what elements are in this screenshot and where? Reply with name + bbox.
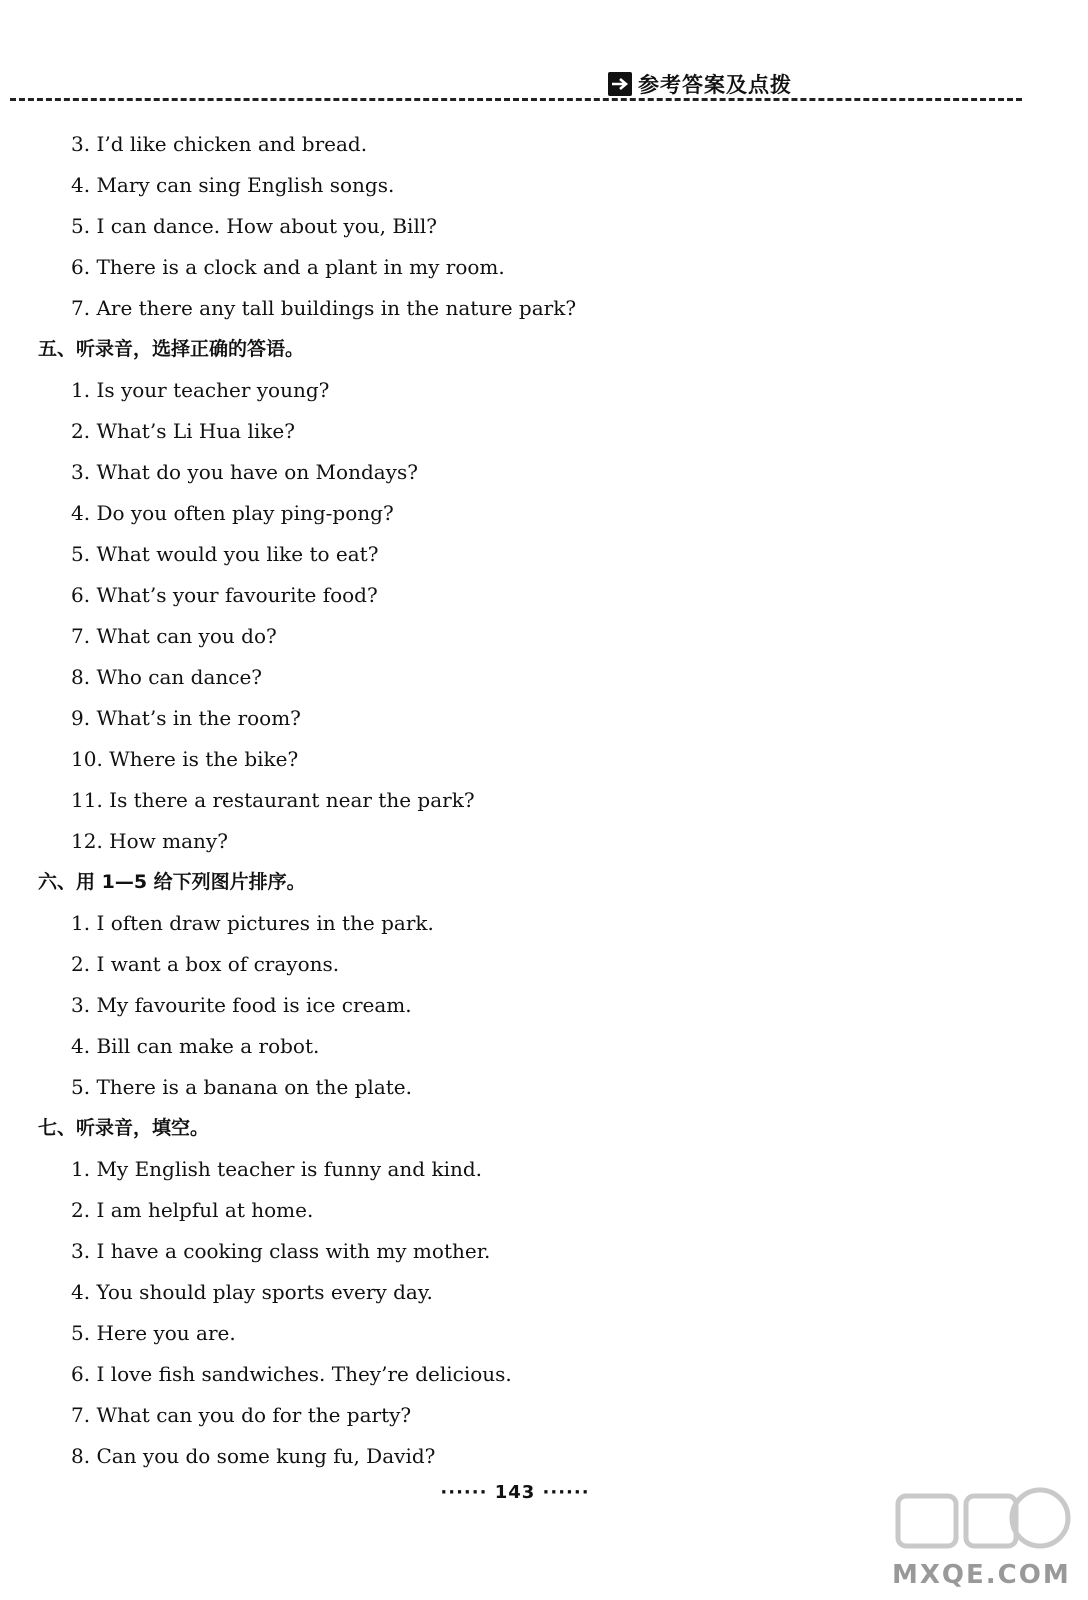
answer-line: 6. I love fish sandwiches. They’re delicious. <box>71 1362 512 1386</box>
answer-line: 1. Is your teacher young? <box>71 378 330 402</box>
answer-line: 10. Where is the bike? <box>71 747 299 771</box>
answer-line: 5. There is a banana on the plate. <box>71 1075 412 1099</box>
answer-line: 5. Here you are. <box>71 1321 236 1345</box>
answer-line: 3. I have a cooking class with my mother. <box>71 1239 491 1263</box>
answer-line: 2. I am helpful at home. <box>71 1198 314 1222</box>
answer-line: 12. How many? <box>71 829 228 853</box>
answer-line: 5. What would you like to eat? <box>71 542 379 566</box>
answer-line: 4. Do you often play ping-pong? <box>71 501 394 525</box>
section-heading: 五、听录音，选择正确的答语。 <box>38 338 305 360</box>
answer-line: 2. What’s Li Hua like? <box>71 419 295 443</box>
answer-line: 5. I can dance. How about you, Bill? <box>71 214 437 238</box>
answer-line: 4. Bill can make a robot. <box>71 1034 320 1058</box>
answer-content <box>0 124 1088 1477</box>
answer-line: 6. What’s your favourite food? <box>71 583 378 607</box>
answer-line: 4. You should play sports every day. <box>71 1280 433 1304</box>
answer-line: 2. I want a box of crayons. <box>71 952 340 976</box>
answer-line: 3. What do you have on Mondays? <box>71 460 418 484</box>
answer-line: 4. Mary can sing English songs. <box>71 173 395 197</box>
answer-line: 1. My English teacher is funny and kind. <box>71 1157 483 1181</box>
answer-line: 9. What’s in the room? <box>71 706 301 730</box>
answer-line: 7. What can you do for the party? <box>71 1403 412 1427</box>
answer-line: 8. Can you do some kung fu, David? <box>71 1444 436 1468</box>
watermark-text: MXQE.COM <box>892 1560 1071 1590</box>
section-heading: 六、用 1—5 给下列图片排序。 <box>38 871 306 893</box>
section-heading: 七、听录音，填空。 <box>38 1117 210 1139</box>
answer-line: 1. I often draw pictures in the park. <box>71 911 434 935</box>
header-title <box>608 68 792 100</box>
page-number: ······ 143 ······ <box>440 1482 590 1503</box>
answer-line: 7. Are there any tall buildings in the nature park? <box>71 296 577 320</box>
header-divider <box>10 98 1022 101</box>
answer-line: 3. My favourite food is ice cream. <box>71 993 412 1017</box>
answer-line: 6. There is a clock and a plant in my room. <box>71 255 505 279</box>
answer-line: 8. Who can dance? <box>71 665 263 689</box>
arrow-right-icon <box>608 72 632 96</box>
answer-line: 7. What can you do? <box>71 624 277 648</box>
answer-line: 3. I’d like chicken and bread. <box>71 132 368 156</box>
answer-line: 11. Is there a restaurant near the park? <box>71 788 475 812</box>
header-text: 参考答案及点拨 <box>638 73 792 97</box>
